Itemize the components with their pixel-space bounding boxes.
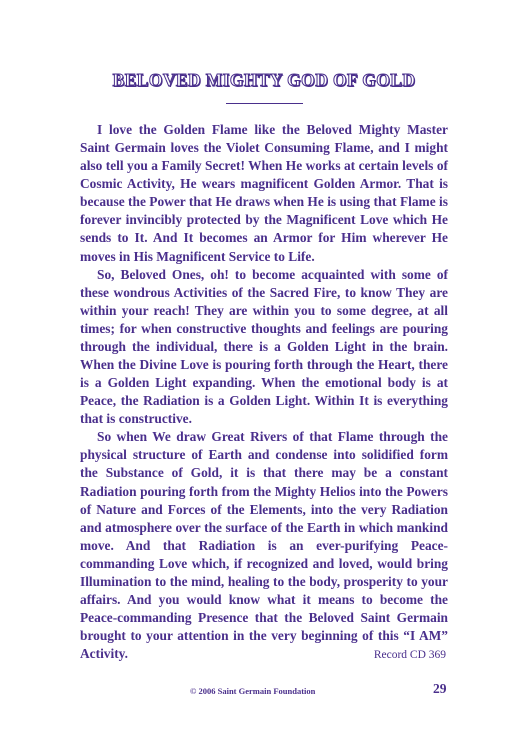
page-title: BELOVED MIGHTY GOD OF GOLD — [112, 70, 416, 90]
paragraph-text: So when We draw Great Rivers of that Flame through the physical structure of Earth and condense into solidified form the Substance of Gold, it is that there may be a constant Radiation pouring forth from the Mighty Helios into the Powers of Nature and Forces of the Elements, into the very Radiation and atmosphere over the surface of the Earth in which mankind move. And that Radiation is an ever-purifying Peace-commanding Love which, if recognized and loved, would bring Illumination to the mind, healing to the body, prosperity to your affairs. And you would know what it means to become the Peace-commanding Presence that the Beloved Saint Germain brought to your attention in the very beginning of this “I AM” Activity. — [80, 429, 448, 662]
page-number: 29 — [433, 681, 447, 696]
paragraph — [80, 428, 448, 663]
copyright-footer: © 2006 Saint Germain Foundation — [190, 686, 316, 696]
body-text — [80, 121, 448, 664]
record-note: Record CD 369 — [373, 649, 446, 662]
title-divider — [226, 103, 303, 104]
paragraph: I love the Golden Flame like the Beloved Mighty Master Saint Germain loves the Violet Consuming Flame, and I might also tell you a Family Secret! When He works at certain levels of Cosmic Activity, He wears magnificent Golden Armor. That is because the Power that He draws when He is using that Flame is forever invincibly protected by the Magnificent Love which He sends to It. And It becomes an Armor for Him wherever He moves in His Magnificent Service to Life. — [80, 122, 448, 264]
paragraph: So, Beloved Ones, oh! to become acquainted with some of these wondrous Activities of the Sacred Fire, to know They are within your reach! They are within you to some degree, at all times; for when constructive thoughts and feelings are pouring through the individual, there is a Golden Light in the brain. When the Divine Love is pouring forth through the Heart, there is a Golden Light expanding. When the emotional body is at Peace, the Radiation is a Golden Light. Within It is everything that is constructive. — [80, 266, 448, 427]
